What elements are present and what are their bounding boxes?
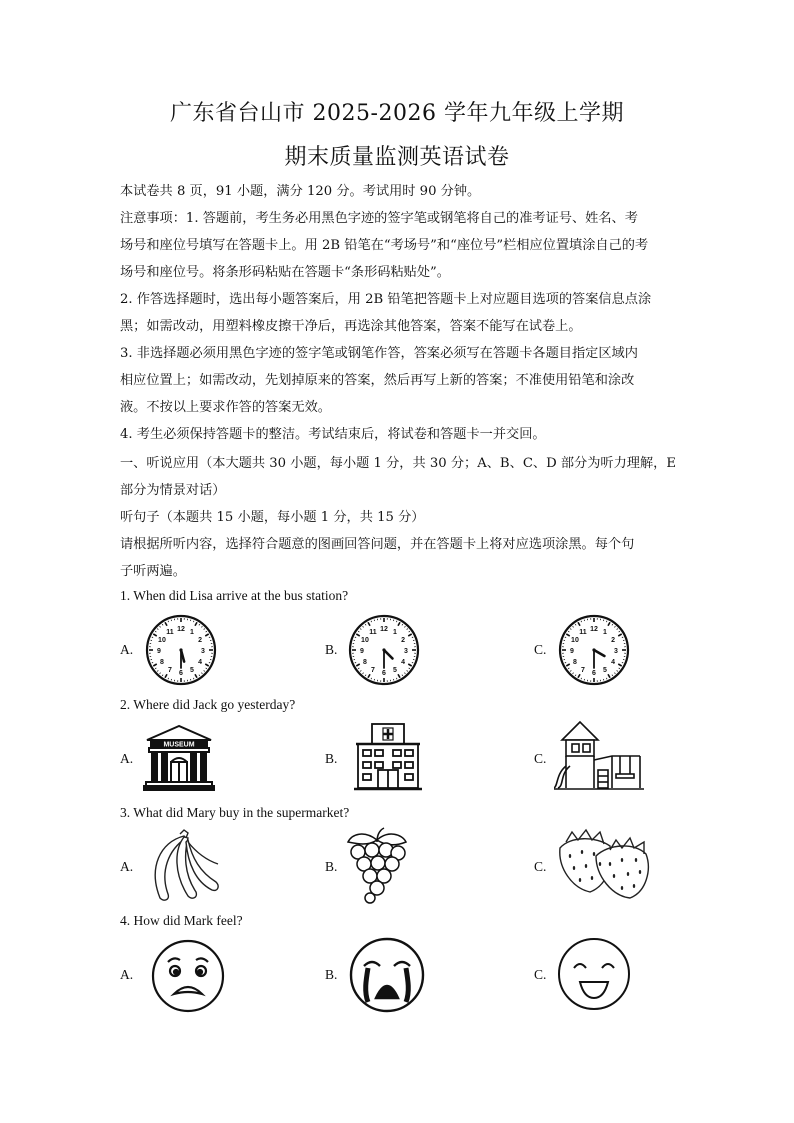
clock-number: 7 bbox=[168, 667, 172, 675]
clock-number: 7 bbox=[581, 667, 585, 675]
option-label-b: B. bbox=[325, 967, 338, 982]
clock-number: 8 bbox=[572, 659, 577, 666]
clock-icon bbox=[556, 612, 632, 688]
clock-icon bbox=[346, 612, 422, 688]
clock-number: 9 bbox=[570, 648, 574, 655]
clock-number: 1 bbox=[603, 628, 607, 636]
option-label-b: B. bbox=[325, 642, 338, 657]
clock-number: 4 bbox=[198, 659, 203, 666]
clock-number: 11 bbox=[579, 628, 587, 636]
clock-number: 6 bbox=[382, 670, 386, 677]
clock-number: 10 bbox=[158, 637, 166, 644]
instruction-line: 4. 考生必须保持答题卡的整洁。考试结束后，将试卷和答题卡一并交回。 bbox=[120, 427, 546, 442]
instruction-line: 场号和座位号。将条形码粘贴在答题卡“条形码粘贴处”。 bbox=[120, 265, 450, 280]
option-label-b: B. bbox=[325, 751, 338, 766]
clock-icon bbox=[143, 612, 219, 688]
page-title-line2: 期末质量监测英语试卷 bbox=[284, 145, 510, 170]
clock-number: 9 bbox=[157, 648, 161, 655]
museum-sign: MUSEUM bbox=[163, 741, 195, 749]
page-title-line1: 广东省台山市 2025-2026 学年九年级上学期 bbox=[170, 101, 624, 126]
option-label-a: A. bbox=[120, 642, 134, 657]
museum-icon bbox=[143, 724, 215, 792]
section-heading-cont: 部分为情景对话） bbox=[120, 483, 226, 498]
option-label-c: C. bbox=[534, 751, 547, 766]
clock-number: 6 bbox=[179, 670, 183, 677]
instruction-line: 液。不按以上要求作答的答案无效。 bbox=[120, 400, 331, 415]
worried-face-icon bbox=[150, 938, 226, 1014]
clock-number: 3 bbox=[201, 648, 205, 655]
option-label-c: C. bbox=[534, 967, 547, 982]
clock-number: 11 bbox=[166, 628, 174, 636]
clock-number: 1 bbox=[393, 628, 397, 636]
clock-number: 4 bbox=[611, 659, 616, 666]
question-4: 4. How did Mark feel? bbox=[120, 913, 243, 928]
instruction-line: 黑；如需改动，用塑料橡皮擦干净后，再选涂其他答案，答案不能写在试卷上。 bbox=[120, 319, 582, 334]
grapes-icon bbox=[344, 826, 410, 904]
instruction-line: 本试卷共 8 页，91 小题，满分 120 分。考试用时 90 分钟。 bbox=[120, 184, 481, 199]
clock-number: 7 bbox=[371, 667, 375, 675]
option-label-b: B. bbox=[325, 859, 338, 874]
clock-number: 10 bbox=[571, 637, 579, 644]
instruction-line: 2. 作答选择题时，选出每小题答案后，用 2B 铅笔把答题卡上对应题目选项的答案信息点涂 bbox=[120, 292, 652, 307]
clock-number: 4 bbox=[401, 659, 406, 666]
option-label-c: C. bbox=[534, 642, 547, 657]
clock-number: 6 bbox=[592, 670, 596, 677]
clock-number: 12 bbox=[380, 626, 388, 633]
clock-number: 2 bbox=[401, 637, 406, 644]
clock-number: 2 bbox=[198, 637, 203, 644]
section-directions: 请根据所听内容，选择符合题意的图画回答问题，并在答题卡上将对应选项涂黑。每个句 bbox=[120, 537, 635, 552]
hospital-icon bbox=[354, 722, 422, 792]
happy-face-icon bbox=[556, 936, 632, 1012]
clock-number: 11 bbox=[369, 628, 377, 636]
clock-number: 5 bbox=[603, 667, 607, 675]
instruction-line: 场号和座位号填写在答题卡上。用 2B 铅笔在“考场号”和“座位号”栏相应位置填涂自己的考 bbox=[120, 238, 649, 253]
clock-number: 10 bbox=[361, 637, 369, 644]
clock-number: 3 bbox=[614, 648, 618, 655]
option-label-a: A. bbox=[120, 751, 134, 766]
clock-number: 9 bbox=[360, 648, 364, 655]
clock-number: 1 bbox=[190, 628, 194, 636]
playground-icon bbox=[554, 720, 644, 792]
instruction-line: 3. 非选择题必须用黑色字迹的签字笔或钢笔作答，答案必须写在答题卡各题目指定区域内 bbox=[120, 346, 638, 361]
clock-number: 5 bbox=[393, 667, 397, 675]
clock-number: 3 bbox=[404, 648, 408, 655]
instruction-line: 注意事项：1. 答题前，考生务必用黑色字迹的签字笔或钢笔将自己的准考证号、姓名、考 bbox=[120, 211, 638, 226]
section-subheading: 听句子（本题共 15 小题，每小题 1 分，共 15 分） bbox=[120, 510, 425, 525]
crying-face-icon bbox=[348, 936, 426, 1014]
clock-number: 5 bbox=[190, 667, 194, 675]
clock-number: 12 bbox=[177, 626, 185, 633]
option-label-a: A. bbox=[120, 967, 134, 982]
clock-number: 8 bbox=[362, 659, 367, 666]
clock-number: 8 bbox=[159, 659, 164, 666]
instruction-line: 相应位置上；如需改动，先划掉原来的答案，然后再写上新的答案；不准使用铅笔和涂改 bbox=[120, 373, 635, 388]
question-2: 2. Where did Jack go yesterday? bbox=[120, 697, 296, 712]
strawberries-icon bbox=[556, 828, 652, 900]
option-label-c: C. bbox=[534, 859, 547, 874]
clock-number: 2 bbox=[611, 637, 616, 644]
question-1: 1. When did Lisa arrive at the bus station? bbox=[120, 588, 349, 603]
clock-number: 12 bbox=[590, 626, 598, 633]
option-label-a: A. bbox=[120, 859, 134, 874]
question-3: 3. What did Mary buy in the supermarket? bbox=[120, 805, 350, 820]
section-directions-cont: 子听两遍。 bbox=[120, 564, 186, 579]
section-heading: 一、听说应用（本大题共 30 小题，每小题 1 分，共 30 分；A、B、C、D 部分为听力理解，E bbox=[120, 456, 676, 471]
bananas-icon bbox=[140, 828, 220, 904]
